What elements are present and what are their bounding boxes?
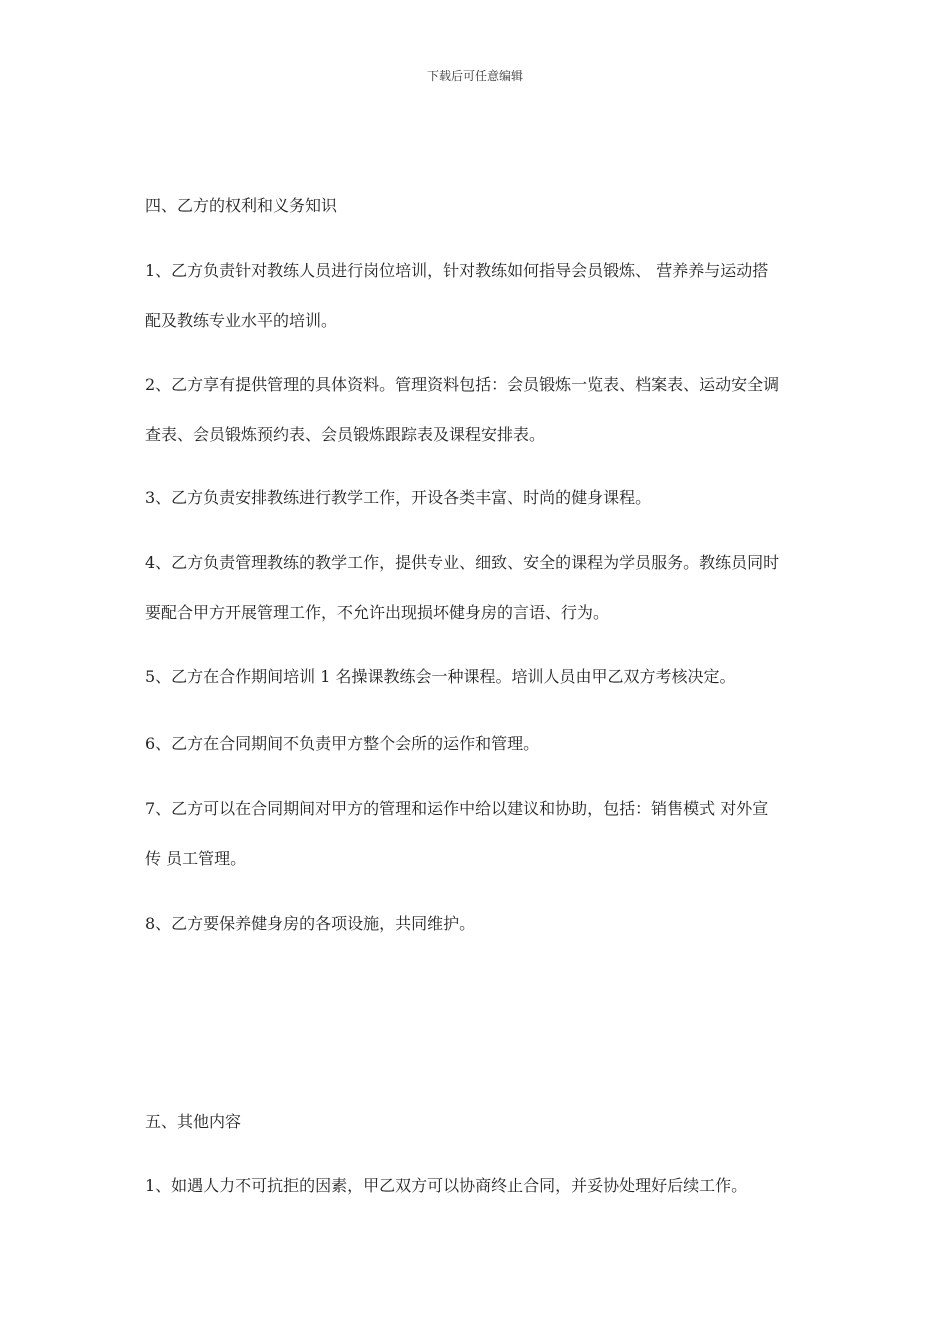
section-4-item-4-line-1: 4、乙方负责管理教练的教学工作，提供专业、细致、安全的课程为学员服务。教练员同时 xyxy=(145,553,780,572)
section-4-item-4-line-2: 要配合甲方开展管理工作，不允许出现损坏健身房的言语、行为。 xyxy=(145,603,610,622)
section-4-item-7-line-2: 传 员工管理。 xyxy=(145,849,247,868)
section-5-title: 五、其他内容 xyxy=(145,1112,242,1131)
section-4-item-5-line-1: 5、乙方在合作期间培训 1 名操课教练会一种课程。培训人员由甲乙双方考核决定。 xyxy=(145,667,736,686)
section-4-item-3-line-1: 3、乙方负责安排教练进行教学工作，开设各类丰富、时尚的健身课程。 xyxy=(145,488,652,507)
section-4-item-7-line-1: 7、乙方可以在合同期间对甲方的管理和运作中给以建议和协助，包括：销售模式 对外宣 xyxy=(145,799,769,818)
section-4-item-6-line-1: 6、乙方在合同期间不负责甲方整个会所的运作和管理。 xyxy=(145,734,540,753)
section-4-title: 四、乙方的权利和义务知识 xyxy=(145,196,338,215)
section-4-item-2-line-1: 2、乙方享有提供管理的具体资料。管理资料包括：会员锻炼一览表、档案表、运动安全调 xyxy=(145,375,780,394)
section-5-item-1-line-1: 1、如遇人力不可抗拒的因素，甲乙双方可以协商终止合同，并妥协处理好后续工作。 xyxy=(145,1176,748,1195)
section-4-item-1-line-1: 1、乙方负责针对教练人员进行岗位培训，针对教练如何指导会员锻炼、 营养养与运动搭 xyxy=(145,261,769,280)
section-4-item-1-line-2: 配及教练专业水平的培训。 xyxy=(145,311,338,330)
section-4-item-2-line-2: 查表、会员锻炼预约表、会员锻炼跟踪表及课程安排表。 xyxy=(145,425,546,444)
section-4-item-8-line-1: 8、乙方要保养健身房的各项设施，共同维护。 xyxy=(145,914,476,933)
page-header-note: 下载后可任意编辑 xyxy=(426,69,523,83)
